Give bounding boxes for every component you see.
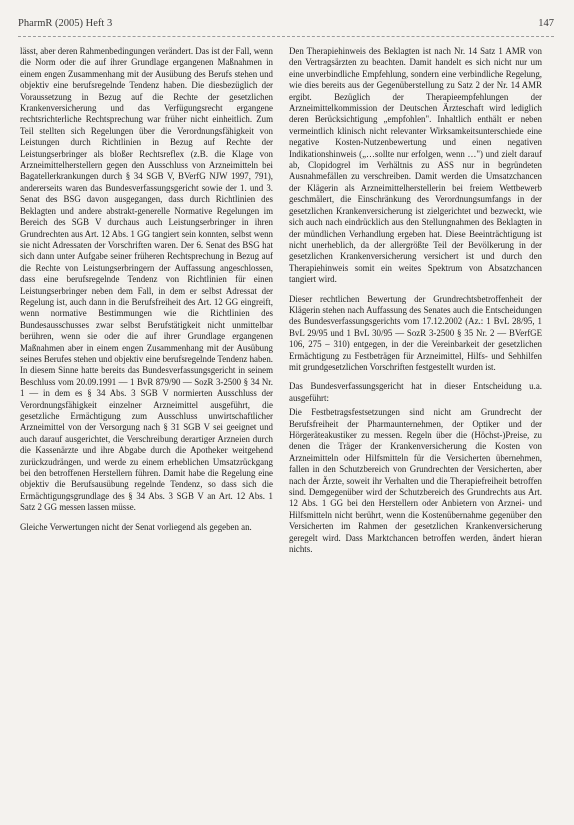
journal-title: PharmR (2005) Heft 3: [18, 18, 113, 29]
paragraph: Dieser rechtlichen Bewertung der Grundrechtsbetroffenheit der Klägerin stehen nach Auffassung des Senates auch die Entscheidungen des Bundesverfassungsgerichts vom 17.12.2002 (Az.: 1 BvL 28/95, 1 BvL 29/95 und 1 BvL 30/95 — SozR 3-2500 § 35 Nr. 2 — BVerfGE 106, 275 – 310) entgegen, in der die Vereinbarkeit der gesetzlichen Ermächtigung zu Festbeträgen für Arzneimittel, Hilfs- und Sehhilfen mit grundgesetzlichen Vorschriften festgestellt wurden ist.: [289, 293, 542, 372]
paragraph: Gleiche Verwertungen nicht der Senat vorliegend als gegeben an.: [20, 521, 252, 532]
page-number: 147: [538, 18, 554, 29]
left-column: [20, 46, 273, 541]
paragraph: Den Therapiehinweis des Beklagten ist nach Nr. 14 Satz 1 AMR von den Vertragsärzten zu beachten. Damit handelt es sich nicht nur um eine unverbindliche Empfehlung, sondern eine verbindliche Regelung, wie dies bereits aus der Gegenüberstellung zu Satz 2 der Nr. 14 AMR ergibt. Bezüglich der Therapieempfehlungen der Arzneimittelkommission der Deutschen Ärzteschaft wird lediglich deren Berücksichtigung „empfohlen". Inhaltlich enthält er neben vermeintlich klinisch nicht relevanter Wirksamkeitsunterschiede eine negative Kosten-Nutzenbewertung und einen negativen Indikationshinweis („…sollte nur erfolgen, wenn …") und zielt darauf ab, Clopidogrel im Verhältnis zu ASS nur in begründeten Ausnahmefällen zu verschreiben. Damit werden die Umsatzchancen der Klägerin als Arzneimittelherstellerin bei freiem Wettbewerb geschmälert, die Einschränkung des Verordnungsumfangs in der gesetzlichen Krankenversicherung ist zielgerichtet und bezweckt, wie sich auch nach eindrücklich aus den Stellungnahmen des Beklagten in der mündlichen Verhandlung ergeben hat. Diese Beeinträchtigung ist nicht unerheblich, da der allergrößte Teil der Bevölkerung in der gesetzlichen Krankenversicherung versichert ist und durch den Therapiehinweis somit ein weites Spektrum von Absatzchancen tangiert wird.: [289, 46, 542, 285]
paragraph: lässt, aber deren Rahmenbedingungen verändert. Das ist der Fall, wenn die Norm oder die auf ihrer Grundlage ergangenen Maßnahmen in einem engen Zusammenhang mit der Ausübung des Berufs stehen und objektiv eine berufsregelnde Tendenz haben. Die diesbezüglich der Voraussetzung in Bezug auf die Rechte der gesetzlichen Krankenversicherung und das Verfügungsrecht ergangene rechtsrichterliche Rechtsprechung war früher nicht einheitlich. Zum Teil stellten sich Regelungen über die Verordnungsfähigkeit von Leistungen durch Richtlinien in Bezug auf Rechte der Leistungserbringer als bloßer Rechtsreflex (z.B. die Klage von Arzneimittelherstellern gegen den Ausschluss von Arzneimitteln bei Bagatellerkrankungen durch § 34 SGB V, BVerfG NJW 1997, 791), andererseits waren das Bundesverfassungsgericht sowie der 1. und 3. Senat des BSG davon ausgegangen, dass durch Richtlinien des Beklagten und andere abstrakt-generelle Normative Regelungen im Bereich des SGB V durchaus auch Leistungserbringer in ihren Grundrechten aus Art. 12 Abs. 1 GG tangiert sein konnten, selbst wenn sie nicht Adressaten der Vorschriften waren. Der 6. Senat des BSG hat sich dann unter Aufgabe seiner früheren Rechtsprechung in Bezug auf die Rechte von Leistungserbringern der Auffassung angeschlossen, dass eine berufsregelnde Tendenz von Richtlinien für einen Leistungserbringer neben dem Fall, in dem er selbst Adressat der Regelung ist, auch dann in die Berufsfreiheit des Art. 12 GG eingreift, wenn normative Bestimmungen wie die Richtlinien des Bundesausschusses zwar selbst Berufstätigkeit nicht unmittelbar berühren, wenn sie oder die auf ihrer Grundlage ergangenen Maßnahmen aber in einem engen Zusammenhang mit der Ausübung seines Berufes stehen und objektiv eine berufsregelnde Tendenz haben. In diesem Sinne hatte bereits das Bundesverfassungsgericht in seinem Beschluss vom 20.09.1991 — 1 BvR 879/90 — SozR 3-2500 § 34 Nr. 1 — in dem es § 34 Abs. 3 SGB V normierten Ausschluss der Verordnungsfähigkeit einzelner Arzneimittel ausgeführt, die gesetzliche Ermächtigung zum Ausschluss unwirtschaftlicher Arzneimittel von der Versorgung nach § 31 SGB V sei geeignet und auch darauf ausgerichtet, die Verschreibung derartiger Arzneien durch die Kassenärzte und ihre Abgabe durch die Apotheker weitgehend zurückzudrängen, und werde zu einem erheblichen Umsatzrückgang bei den betroffenen Herstellern führen. Damit habe die Regelung eine objektiv die Berufsausübung regelnde Tendenz, so dass sich die Ermächtigungsgrundlage des § 34 Abs. 3 SGB V an Art. 12 Abs. 1 Satz 2 GG messen lassen müsse.: [20, 46, 273, 513]
right-column: [289, 46, 542, 563]
running-header: [18, 18, 554, 34]
header-rule: [18, 36, 554, 37]
paragraph: Das Bundesverfassungsgericht hat in dieser Entscheidung u.a. ausgeführt:: [289, 381, 542, 403]
paragraph: Die Festbetragsfestsetzungen sind nicht am Grundrecht der Berufsfreiheit der Pharmaunternehmen, der Optiker und der Hörgeräteakustiker zu messen. Regeln über die (Höchst-)Preise, zu denen die Träger der Krankenversicherung die Kosten von Arzneimitteln oder Hilfsmitteln für die Versicherten übernehmen, fallen in den Schutzbereich von Grundrechten der Versicherten, aber nach der Ärzte, soweit ihr Verhalten und die Therapiefreiheit betroffen sind. Demgegenüber wird der Schutzbereich des Grundrechts aus Art. 12 Abs. 1 GG bei den Herstellern oder Anbietern von Arznei- und Hilfsmitteln nicht berührt, wenn die Kostenübernahme gegenüber den Versicherten im Rahmen der gesetzlichen Krankenversicherung geregelt wird. Dass Marktchancen betroffen werden, ändert hieran nichts.: [289, 407, 542, 555]
